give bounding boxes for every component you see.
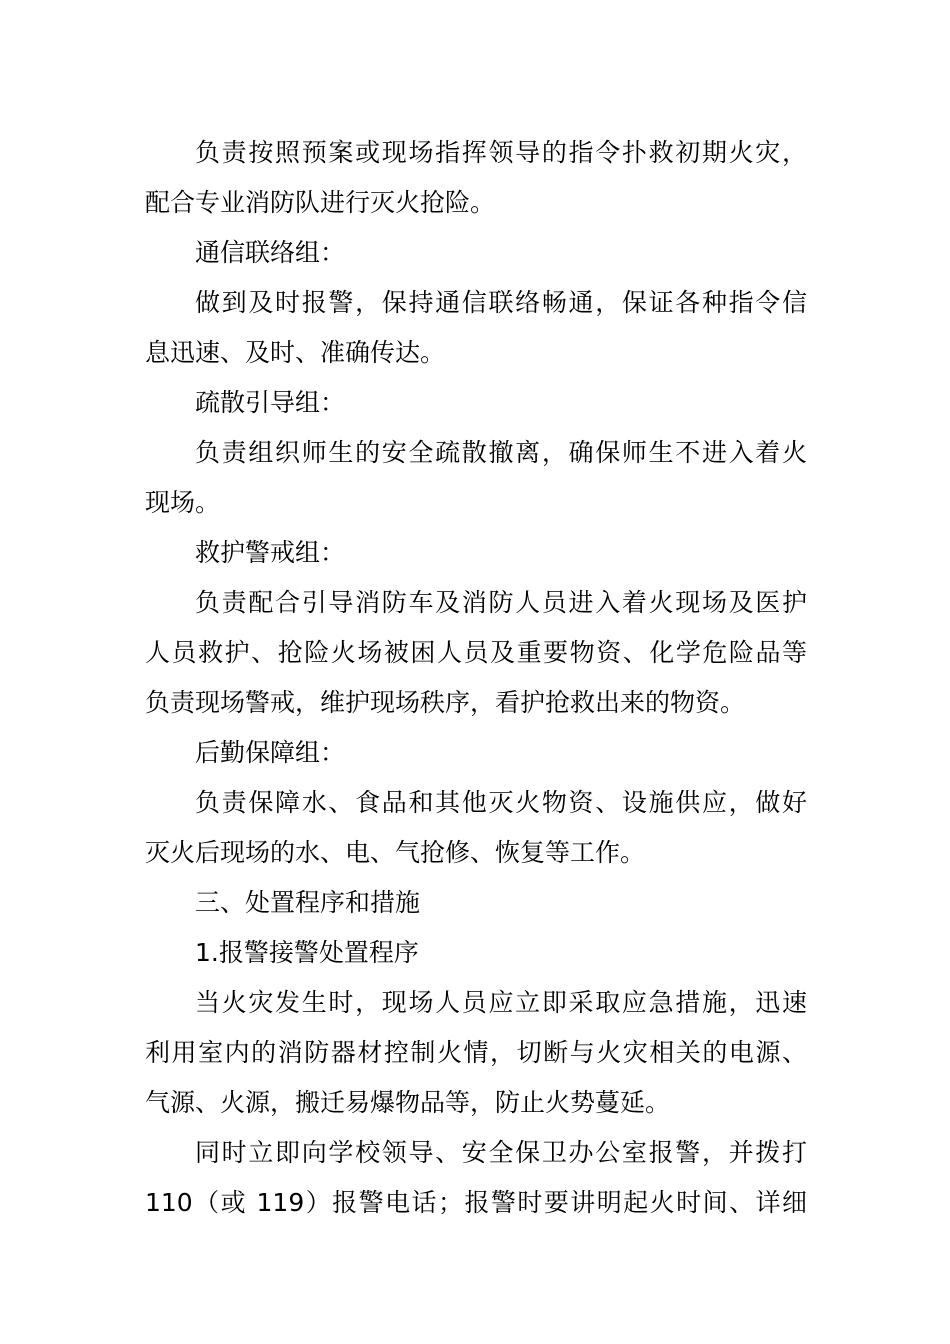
document-body: [145, 128, 807, 1228]
paragraph-line: 当火灾发生时，现场人员应立即采取应急措施，迅速: [195, 988, 807, 1017]
section-heading: 后勤保障组：: [195, 738, 346, 767]
section-heading: 通信联络组：: [195, 238, 346, 267]
paragraph-line: 利用室内的消防器材控制火情，切断与火灾相关的电源、: [145, 1038, 807, 1067]
paragraph-line: 现场。: [145, 488, 221, 517]
paragraph-line: 灭火后现场的水、电、气抢修、恢复等工作。: [145, 838, 646, 867]
paragraph-line: 做到及时报警，保持通信联络畅通，保证各种指令信: [195, 288, 807, 317]
subsection-heading: 1.报警接警处置程序: [195, 938, 419, 967]
paragraph-line: 气源、火源，搬迁易爆物品等，防止火势蔓延。: [145, 1088, 671, 1117]
paragraph-line: 负责按照预案或现场指挥领导的指令扑救初期火灾，: [195, 138, 807, 167]
paragraph-line: 负责现场警戒，维护现场秩序，看护抢救出来的物资。: [145, 688, 746, 717]
chapter-heading: 三、处置程序和措施: [195, 888, 421, 917]
paragraph-line: 息迅速、及时、准确传达。: [145, 338, 446, 367]
paragraph-line: 负责保障水、食品和其他灭火物资、设施供应，做好: [195, 788, 807, 817]
paragraph-line: 负责配合引导消防车及消防人员进入着火现场及医护: [195, 588, 807, 617]
section-heading: 疏散引导组：: [195, 388, 346, 417]
paragraph-line: 人员救护、抢险火场被困人员及重要物资、化学危险品等: [145, 638, 807, 667]
paragraph-line: 负责组织师生的安全疏散撤离，确保师生不进入着火: [195, 438, 807, 467]
section-heading: 救护警戒组：: [195, 538, 346, 567]
paragraph-line: 同时立即向学校领导、安全保卫办公室报警，并拨打: [195, 1138, 807, 1167]
paragraph-line: 110（或 119）报警电话；报警时要讲明起火时间、详细: [145, 1188, 807, 1217]
paragraph-line: 配合专业消防队进行灭火抢险。: [145, 188, 496, 217]
